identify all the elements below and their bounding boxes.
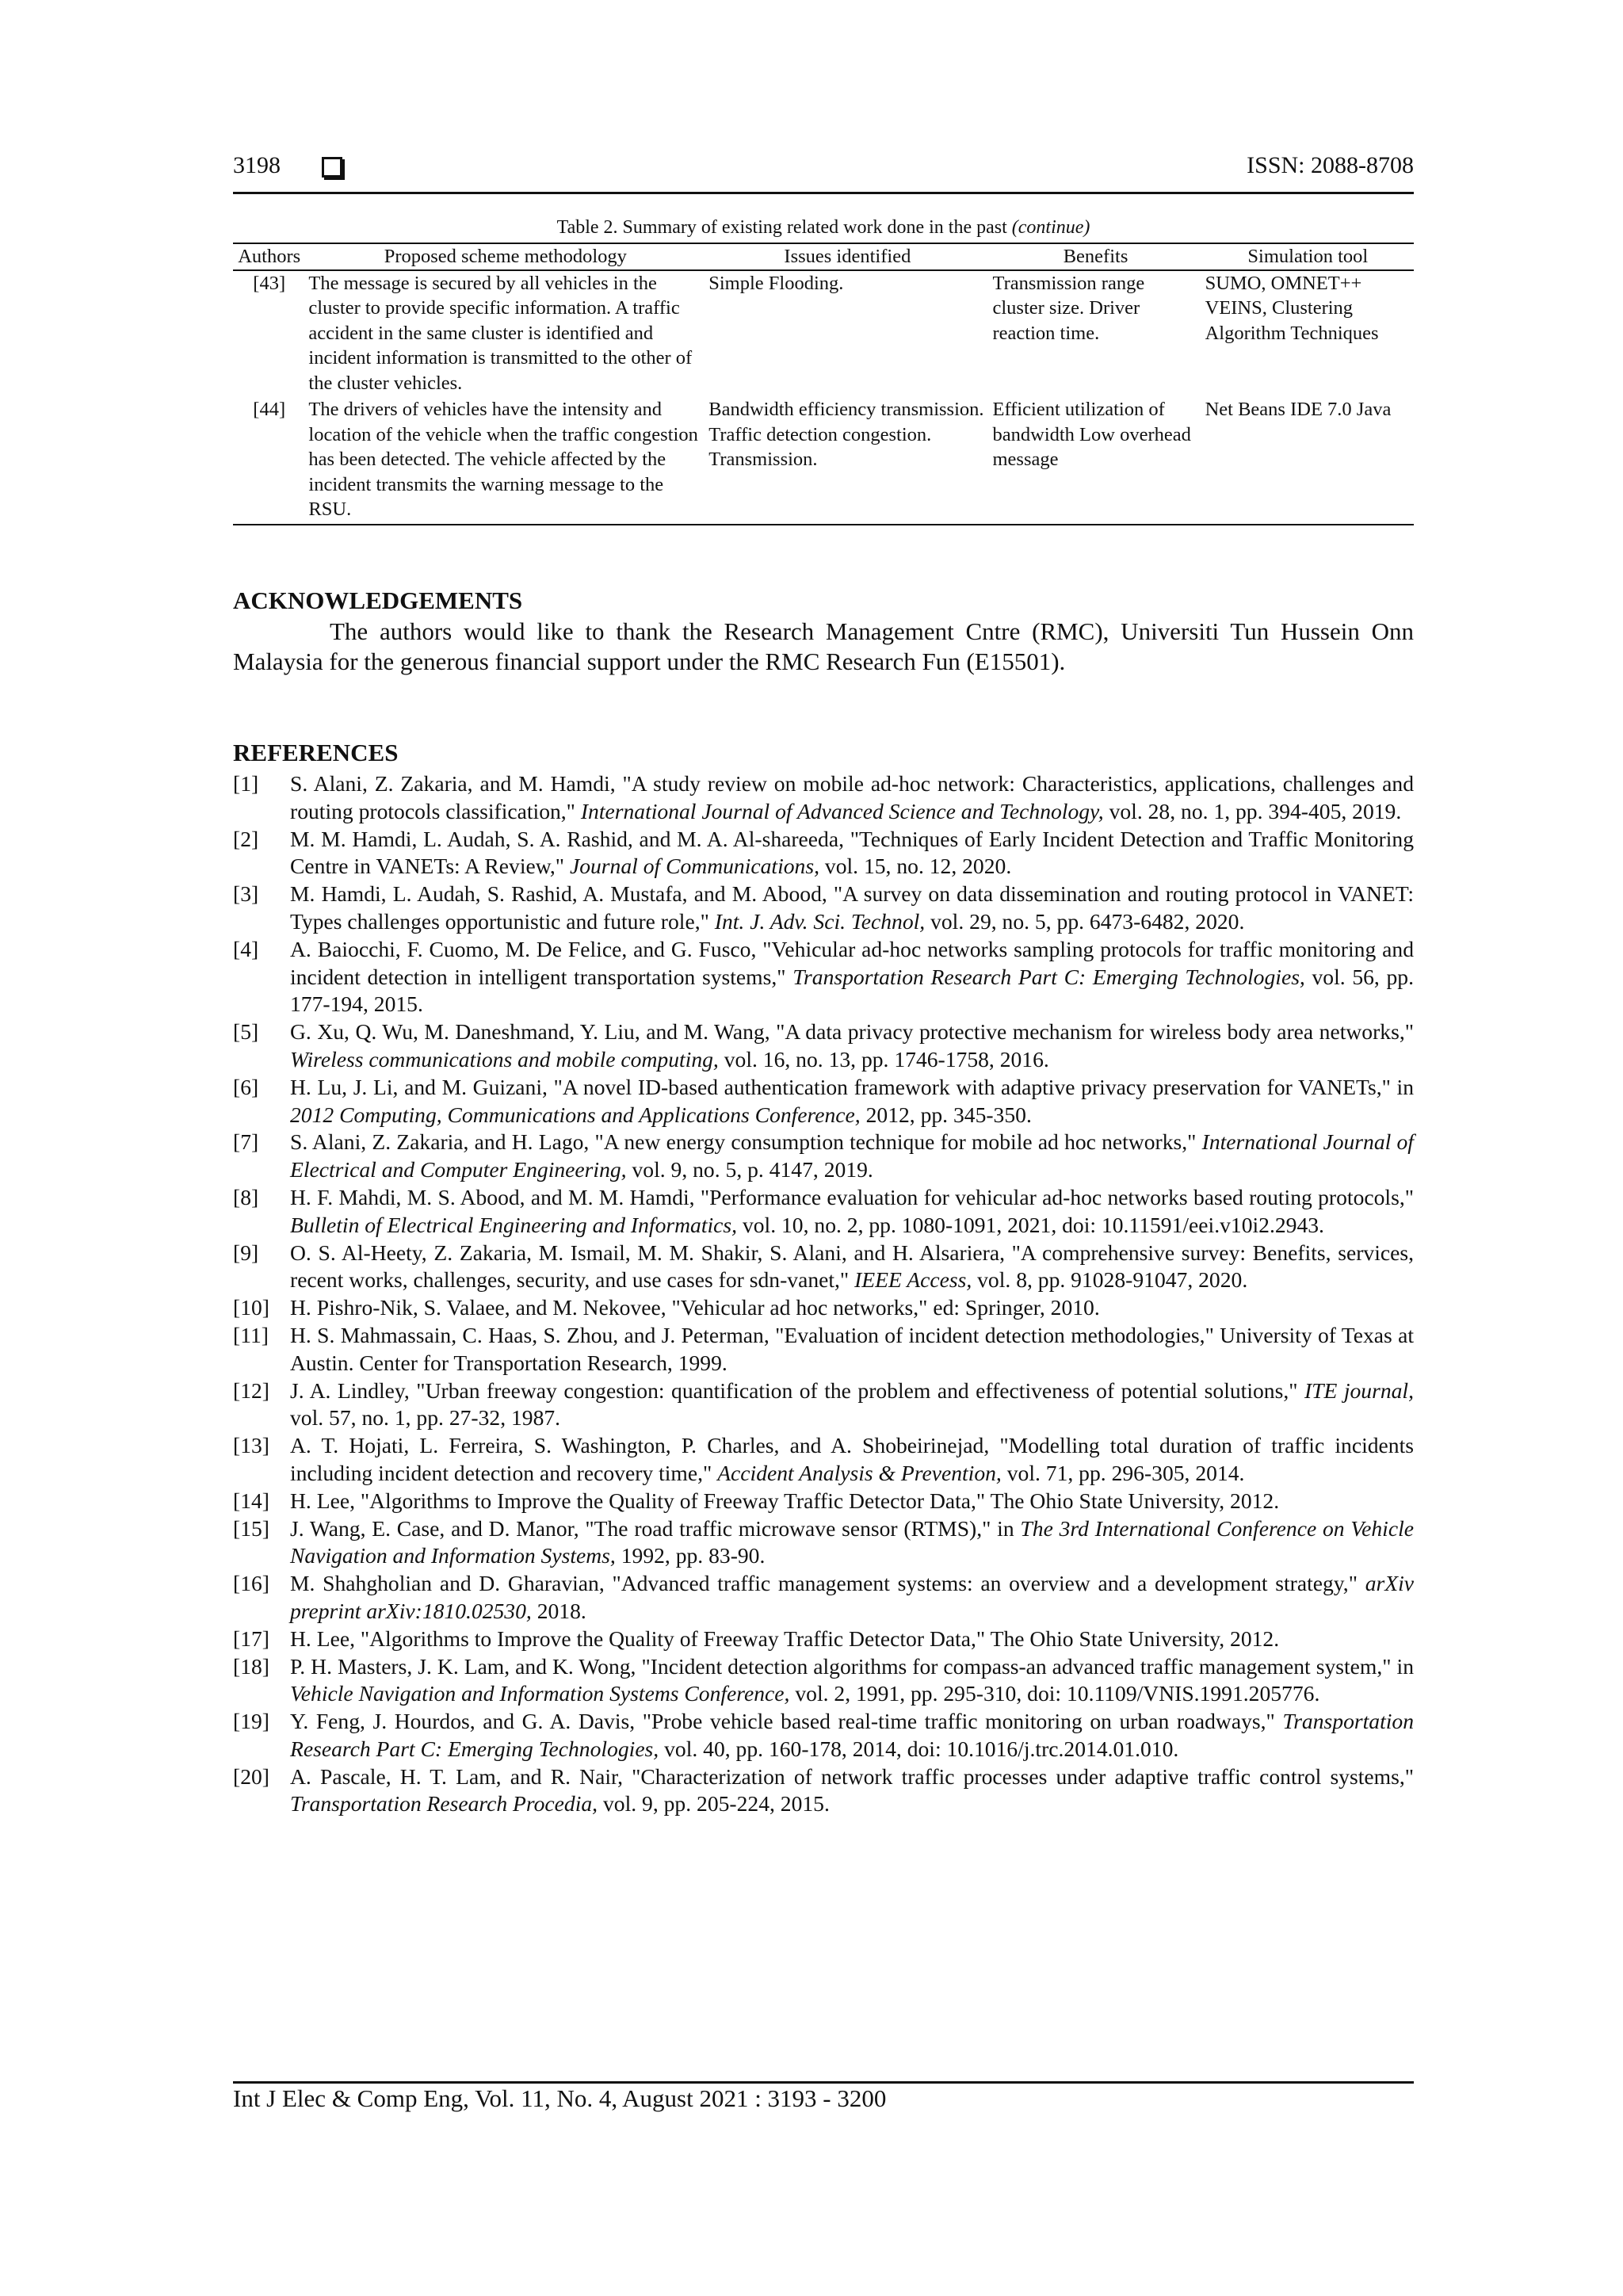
reference-details: vol. 10, no. 2, pp. 1080-1091, 2021, doi: 10.11591/eei.v10i2.2943. xyxy=(737,1212,1324,1237)
acknowledgements-text: The authors would like to thank the Research Management Cntre (RMC), Universiti Tun Hussein Onn Malaysia for the generous financial support under the RMC Research Fun (E15501). xyxy=(233,617,1414,675)
col-issues: Issues identified xyxy=(705,243,989,270)
reference-details: vol. 15, no. 12, 2020. xyxy=(819,854,1012,879)
cell-author: [44] xyxy=(233,397,305,525)
reference-body: M. Shahgholian and D. Gharavian, "Advanced traffic management systems: an overview and a development strategy," xyxy=(290,1571,1365,1596)
reference-body: J. Wang, E. Case, and D. Manor, "The road traffic microwave sensor (RTMS)," in xyxy=(290,1515,1021,1541)
page-footer: Int J Elec & Comp Eng, Vol. 11, No. 4, August 2021 : 3193 - 3200 xyxy=(233,2084,887,2112)
reference-item xyxy=(233,1570,1414,1626)
reference-number: [4] xyxy=(233,936,259,961)
reference-venue: 2012 Computing, Communications and Applications Conference, xyxy=(290,1102,861,1127)
reference-text xyxy=(290,1626,1414,1653)
reference-item xyxy=(233,1294,1414,1322)
reference-details: vol. 16, no. 13, pp. 1746-1758, 2016. xyxy=(718,1046,1049,1072)
reference-body: H. Pishro-Nik, S. Valaee, and M. Nekovee, "Vehicular ad hoc networks," ed: Springer, 2010. xyxy=(290,1295,1100,1320)
reference-text xyxy=(290,1653,1414,1709)
reference-item xyxy=(233,1708,1414,1763)
reference-item xyxy=(233,1653,1414,1709)
related-work-table xyxy=(233,243,1414,525)
reference-venue: Int. J. Adv. Sci. Technol, xyxy=(714,908,926,934)
reference-number: [9] xyxy=(233,1240,259,1265)
reference-venue: Journal of Communications, xyxy=(569,854,819,879)
reference-text xyxy=(290,826,1414,881)
reference-text xyxy=(290,1322,1414,1377)
reference-body: A. T. Hojati, L. Ferreira, S. Washington, P. Charles, and A. Shobeirinejad, "Modelling total duration of traffic incidents including incident detection and recovery time," xyxy=(290,1433,1414,1485)
reference-venue: Transportation Research Procedia, xyxy=(290,1791,598,1817)
reference-details: 1992, pp. 83-90. xyxy=(615,1543,766,1568)
cell-methodology: The drivers of vehicles have the intensity and location of the vehicle when the traffic congestion has been detected. The vehicle affected by the incident transmits the warning message to the RSU. xyxy=(305,397,705,525)
reference-item xyxy=(233,1515,1414,1571)
cell-issues: Simple Flooding. xyxy=(708,272,844,294)
reference-body: H. Lu, J. Li, and M. Guizani, "A novel ID-based authentication framework with adaptive privacy preservation for VANETs," in xyxy=(290,1074,1414,1099)
reference-text xyxy=(290,1184,1414,1240)
reference-number: [11] xyxy=(233,1322,269,1347)
reference-item xyxy=(233,1240,1414,1295)
reference-body: S. Alani, Z. Zakaria, and M. Hamdi, "A study review on mobile ad-hoc network: Characteristics, applications, challenges and routing protocols classification," xyxy=(290,771,1414,823)
reference-item xyxy=(233,1322,1414,1377)
reference-number: [1] xyxy=(233,771,259,796)
col-methodology: Proposed scheme methodology xyxy=(305,243,705,270)
col-benefits: Benefits xyxy=(990,243,1202,270)
reference-number: [12] xyxy=(233,1377,269,1403)
reference-body: O. S. Al-Heety, Z. Zakaria, M. Ismail, M. M. Shakir, S. Alani, and H. Alsariera, "A comprehensive survey: Benefits, services, recent works, challenges, security, and use cases for sdn-vanet," xyxy=(290,1240,1414,1293)
reference-body: J. A. Lindley, "Urban freeway congestion: quantification of the problem and effectiveness of potential solutions," xyxy=(290,1377,1304,1403)
footer-rule xyxy=(233,2081,1414,2084)
reference-details: vol. 71, pp. 296-305, 2014. xyxy=(1001,1460,1245,1485)
reference-item xyxy=(233,1184,1414,1240)
reference-item xyxy=(233,1626,1414,1653)
reference-item xyxy=(233,1763,1414,1819)
reference-text xyxy=(290,1377,1414,1433)
page-header xyxy=(233,152,1414,187)
reference-number: [19] xyxy=(233,1709,269,1734)
reference-body: A. Pascale, H. T. Lam, and R. Nair, "Characterization of network traffic processes under adaptive traffic control systems," xyxy=(290,1763,1414,1789)
reference-text xyxy=(290,1570,1414,1626)
reference-text xyxy=(290,1488,1414,1515)
cell-author: [43] xyxy=(253,272,286,294)
reference-venue: arXiv preprint arXiv:1810.02530, xyxy=(290,1571,1414,1623)
reference-details: vol. 56, pp. 177-194, 2015. xyxy=(290,964,1414,1017)
reference-venue: Accident Analysis & Prevention, xyxy=(717,1460,1002,1485)
reference-details: 2018. xyxy=(531,1598,586,1623)
reference-venue: Bulletin of Electrical Engineering and Informatics, xyxy=(290,1212,738,1237)
reference-text xyxy=(290,1129,1414,1184)
reference-details: vol. 29, no. 5, pp. 6473-6482, 2020. xyxy=(925,908,1245,934)
reference-item xyxy=(233,1488,1414,1515)
reference-body: A. Baiocchi, F. Cuomo, M. De Felice, and G. Fusco, "Vehicular ad-hoc networks sampling protocols for traffic monitoring and incident detection in intelligent transportation systems," xyxy=(290,936,1414,989)
reference-text xyxy=(290,881,1414,936)
reference-text xyxy=(290,1074,1414,1129)
reference-item xyxy=(233,770,1414,826)
cell-benefits: Transmission range cluster size. Driver reaction time. xyxy=(992,272,1145,344)
reference-number: [13] xyxy=(233,1433,269,1458)
reference-text xyxy=(290,1432,1414,1488)
reference-item xyxy=(233,1074,1414,1129)
reference-text xyxy=(290,770,1414,826)
reference-venue: Transportation Research Part C: Emerging Technologies, xyxy=(792,964,1305,989)
col-simulation-tool: Simulation tool xyxy=(1202,243,1414,270)
reference-details: vol. 8, pp. 91028-91047, 2020. xyxy=(972,1267,1248,1293)
table-caption xyxy=(233,217,1414,239)
reference-number: [10] xyxy=(233,1295,269,1320)
reference-number: [6] xyxy=(233,1074,259,1099)
box-bullet-icon xyxy=(322,157,342,178)
reference-details: vol. 28, no. 1, pp. 394-405, 2019. xyxy=(1103,798,1402,823)
reference-body: M. M. Hamdi, L. Audah, S. A. Rashid, and M. A. Al-shareeda, "Techniques of Early Incident Detection and Traffic Monitoring Centre in VANETs: A Review," xyxy=(290,826,1414,879)
reference-item xyxy=(233,1018,1414,1074)
reference-body: H. Lee, "Algorithms to Improve the Quality of Freeway Traffic Detector Data," The Ohio State University, 2012. xyxy=(290,1626,1280,1651)
reference-item xyxy=(233,826,1414,881)
reference-text xyxy=(290,1240,1414,1295)
reference-venue: Vehicle Navigation and Information Systems Conference, xyxy=(290,1681,790,1706)
reference-number: [18] xyxy=(233,1653,269,1679)
reference-number: [7] xyxy=(233,1129,259,1155)
reference-body: H. F. Mahdi, M. S. Abood, and M. M. Hamdi, "Performance evaluation for vehicular ad-hoc networks based routing protocols," xyxy=(290,1184,1414,1209)
reference-text xyxy=(290,1515,1414,1571)
reference-venue: IEEE Access, xyxy=(854,1267,972,1293)
reference-body: P. H. Masters, J. K. Lam, and K. Wong, "Incident detection algorithms for compass-an advanced traffic management system," in xyxy=(290,1653,1414,1679)
reference-number: [8] xyxy=(233,1184,259,1209)
reference-details: vol. 57, no. 1, pp. 27-32, 1987. xyxy=(290,1405,561,1431)
reference-item xyxy=(233,1129,1414,1184)
reference-body: Y. Feng, J. Hourdos, and G. A. Davis, "Probe vehicle based real-time traffic monitoring on urban roadways," xyxy=(290,1709,1283,1734)
reference-body: G. Xu, Q. Wu, M. Daneshmand, Y. Liu, and M. Wang, "A data privacy protective mechanism for wireless body area networks," xyxy=(290,1019,1414,1045)
reference-item xyxy=(233,1432,1414,1488)
col-authors: Authors xyxy=(233,243,305,270)
reference-venue: Wireless communications and mobile computing, xyxy=(290,1046,719,1072)
reference-details: vol. 9, no. 5, p. 4147, 2019. xyxy=(626,1157,873,1182)
cell-tool: SUMO, OMNET++ VEINS, Clustering Algorithm Techniques xyxy=(1205,272,1379,344)
table-row xyxy=(233,270,1414,398)
reference-body: M. Hamdi, L. Audah, S. Rashid, A. Mustafa, and M. Abood, "A survey on data dissemination and routing protocol in VANET: Types challenges opportunistic and future role," xyxy=(290,881,1414,934)
reference-body: S. Alani, Z. Zakaria, and H. Lago, "A new energy consumption technique for mobile ad hoc networks," xyxy=(290,1129,1202,1155)
reference-details: 2012, pp. 345-350. xyxy=(860,1102,1032,1127)
reference-details: vol. 40, pp. 160-178, 2014, doi: 10.1016/j.trc.2014.01.010. xyxy=(659,1736,1179,1761)
reference-number: [2] xyxy=(233,826,259,851)
cell-tool: Net Beans IDE 7.0 Java xyxy=(1202,397,1414,525)
reference-venue: Transportation Research Part C: Emerging Technologies, xyxy=(290,1709,1414,1761)
reference-body: H. Lee, "Algorithms to Improve the Quality of Freeway Traffic Detector Data," The Ohio State University, 2012. xyxy=(290,1488,1280,1513)
references-heading: REFERENCES xyxy=(233,739,399,766)
reference-number: [5] xyxy=(233,1019,259,1045)
page-number: 3198 xyxy=(233,152,281,178)
reference-text xyxy=(290,936,1414,1018)
reference-number: [20] xyxy=(233,1763,269,1789)
reference-list xyxy=(233,770,1414,1818)
reference-text xyxy=(290,1708,1414,1763)
reference-number: [16] xyxy=(233,1571,269,1596)
header-rule xyxy=(233,192,1414,194)
reference-number: [14] xyxy=(233,1488,269,1513)
reference-number: [3] xyxy=(233,881,259,907)
acknowledgements-heading: ACKNOWLEDGEMENTS xyxy=(233,586,523,614)
reference-number: [15] xyxy=(233,1515,269,1541)
reference-text xyxy=(290,1018,1414,1074)
reference-body: H. S. Mahmassain, C. Haas, S. Zhou, and J. Peterman, "Evaluation of incident detection methodologies," University of Texas at Austin. Center for Transportation Research, 1999. xyxy=(290,1322,1414,1375)
cell-issues: Bandwidth efficiency transmission. Traffic detection congestion. Transmission. xyxy=(705,397,989,525)
reference-number: [17] xyxy=(233,1626,269,1651)
reference-text xyxy=(290,1294,1414,1322)
reference-item xyxy=(233,936,1414,1018)
reference-item xyxy=(233,881,1414,936)
reference-text xyxy=(290,1763,1414,1819)
issn: ISSN: 2088-8708 xyxy=(1247,152,1414,178)
reference-venue: International Journal of Advanced Science and Technology, xyxy=(580,798,1104,823)
cell-methodology: The message is secured by all vehicles in the cluster to provide specific information. A traffic accident in the same cluster is identified and incident information is transmitted to the other of the cluster vehicles. xyxy=(308,272,693,394)
table-header-row xyxy=(233,243,1414,270)
table-caption-continue: (continue) xyxy=(1011,217,1090,238)
reference-item xyxy=(233,1377,1414,1433)
cell-benefits: Efficient utilization of bandwidth Low overhead message xyxy=(990,397,1202,525)
table-row xyxy=(233,397,1414,525)
reference-venue: ITE journal, xyxy=(1304,1377,1414,1403)
reference-details: vol. 9, pp. 205-224, 2015. xyxy=(598,1791,830,1817)
reference-venue: The 3rd International Conference on Vehicle Navigation and Information Systems, xyxy=(290,1515,1414,1568)
table-caption-text: Table 2. Summary of existing related work done in the past xyxy=(556,217,1007,238)
reference-details: vol. 2, 1991, pp. 295-310, doi: 10.1109/VNIS.1991.205776. xyxy=(789,1681,1320,1706)
reference-venue: International Journal of Electrical and Computer Engineering, xyxy=(290,1129,1414,1182)
